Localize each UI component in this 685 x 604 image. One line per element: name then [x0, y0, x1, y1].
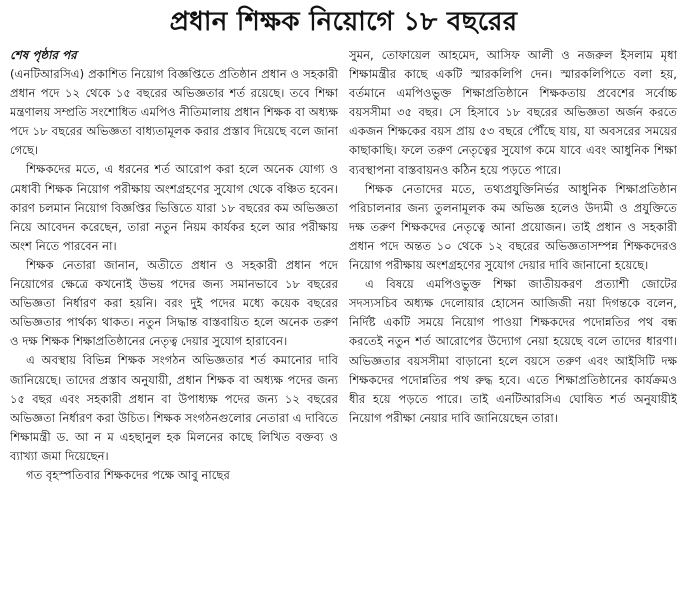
paragraph: গত বৃহস্পতিবার শিক্ষকদের পক্ষে আবু নাছের [26, 467, 230, 482]
paragraph: সুমন, তোফায়েল আহমেদ, আসিফ আলী ও নজরুল ইসলাম মৃধা শিক্ষামন্ত্রীর কাছে একটি স্মারকলিপি দেন। স্মারকলিপিতে বলা হয়, বর্তমানে এমপিওভুক্ত শিক্ষাপ্রতিষ্ঠানে শিক্ষকতায় প্রবেশের সর্বোচ্চ বয়সসীমা ৩৫ বছর। সে হিসাবে ১৮ বছরের অভিজ্ঞতা অর্জন করতে একজন শিক্ষকের বয়স প্রায় ৫৩ বছরে পৌঁছে যায়, যা অবসরের সময়ের কাছাকাছি। ফলে তরুণ নেতৃত্বের সুযোগ কমে যাবে এবং আধুনিক শিক্ষা ব্যবস্থাপনা বাস্তবায়নও কঠিন হয়ে পড়তে পারে। [349, 48, 677, 177]
paragraph: এ বিষয়ে এমপিওভুক্ত শিক্ষা জাতীয়করণ প্রত্যাশী জোটের সদস্যসচিব অধ্যক্ষ দেলোয়ার হোসেন আজিজী নয়া দিগন্তকে বলেন, নির্দিষ্ট একটি সময়ে নিয়োগ পাওয়া শিক্ষকদের পদোন্নতির পথ বন্ধ করতেই নতুন শর্ত আরোপের উদ্যোগ নেয়া হয়েছে বলে তাদের ধারণা। অভিজ্ঞতার বয়সসীমা বাড়ানো হলে বয়সে তরুণ এবং আইসিটি দক্ষ শিক্ষকদের পদোন্নতির পথ রুদ্ধ হবে। এতে শিক্ষাপ্রতিষ্ঠানের কার্যক্রমও ধীর হয়ে পড়তে পারে। তাই এনটিআরসিএ ঘোষিত শর্ত অনুযায়ীই নিয়োগ পরীক্ষা নেয়ার দাবি জানিয়েছেন তারা। [349, 277, 677, 425]
left-column [10, 46, 338, 602]
article-body [10, 46, 677, 602]
paragraph: শিক্ষক নেতারা জানান, অতীতে প্রধান ও সহকারী প্রধান পদে নিয়োগের ক্ষেত্রে কখনোই উভয় পদের জন্য সমানভাবে ১৮ বছরের অভিজ্ঞতা নির্ধারণ করা হয়নি। বরং দুই পদের মধ্যে কয়েক বছরের অভিজ্ঞতার পার্থক্য থাকত। নতুন সিদ্ধান্ত বাস্তবায়িত হলে অনেক তরুণ ও দক্ষ শিক্ষক শিক্ষাপ্রতিষ্ঠানের নেতৃত্ব দেয়ার সুযোগ হারাবেন। [10, 257, 338, 349]
right-column [349, 46, 677, 602]
paragraph: এ অবস্থায় বিভিন্ন শিক্ষক সংগঠন অভিজ্ঞতার শর্ত কমানোর দাবি জানিয়েছে। তাদের প্রস্তাব অনুযায়ী, প্রধান শিক্ষক বা অধ্যক্ষ পদের জন্য ১৫ বছর এবং সহকারী প্রধান বা উপাধ্যক্ষ পদের জন্য ১২ বছরের অভিজ্ঞতা নির্ধারণ করা উচিত। শিক্ষক সংগঠনগুলোর নেতারা এ দাবিতে শিক্ষামন্ত্রী ড. আ ন ম এহছানুল হক মিলনের কাছে লিখিত বক্তব্য ও ব্যাখ্যা জমা দিয়েছেন। [10, 353, 338, 463]
paragraph: শিক্ষকদের মতে, এ ধরনের শর্ত আরোপ করা হলে অনেক যোগ্য ও মেধাবী শিক্ষক নিয়োগ পরীক্ষায় অংশগ্রহণের সুযোগ থেকে বঞ্চিত হবেন। কারণ চলমান নিয়োগ বিজ্ঞপ্তির ভিত্তিতে যারা ১৮ বছরের কম অভিজ্ঞতা নিয়ে আবেদন করেছেন, তারা নতুন নিয়ম কার্যকর হলে আর পরীক্ষায় অংশ নিতে পারবেন না। [10, 162, 338, 253]
article-headline: প্রধান শিক্ষক নিয়োগে ১৮ বছরের [169, 7, 518, 37]
continuation-label: শেষ পৃষ্ঠার পর [10, 48, 77, 62]
paragraph: (এনটিআরসিএ) প্রকাশিত নিয়োগ বিজ্ঞপ্তিতে প্রতিষ্ঠান প্রধান ও সহকারী প্রধান পদে ১২ থেকে ১৫ বছরের অভিজ্ঞতার শর্ত রয়েছে। তবে শিক্ষা মন্ত্রণালয় সম্প্রতি সংশোধিত এমপিও নীতিমালায় প্রধান শিক্ষক বা অধ্যক্ষ পদে ১৮ বছরের অভিজ্ঞতা বাধ্যতামূলক করার প্রস্তাব দিয়েছে বলে জানা গেছে। [10, 67, 338, 158]
paragraph: শিক্ষক নেতাদের মতে, তথ্যপ্রযুক্তিনির্ভর আধুনিক শিক্ষাপ্রতিষ্ঠান পরিচালনার জন্য তুলনামূলক কম অভিজ্ঞ হলেও উদ্যমী ও প্রযুক্তিতে দক্ষ তরুণ শিক্ষকদের নেতৃত্বে আনা প্রয়োজন। তাই প্রধান ও সহকারী প্রধান পদে অন্তত ১০ থেকে ১২ বছরের অভিজ্ঞতাসম্পন্ন শিক্ষকদেরও নিয়োগ পরীক্ষায় অংশগ্রহণের সুযোগ দেয়ার দাবি জানানো হয়েছে। [349, 181, 677, 273]
